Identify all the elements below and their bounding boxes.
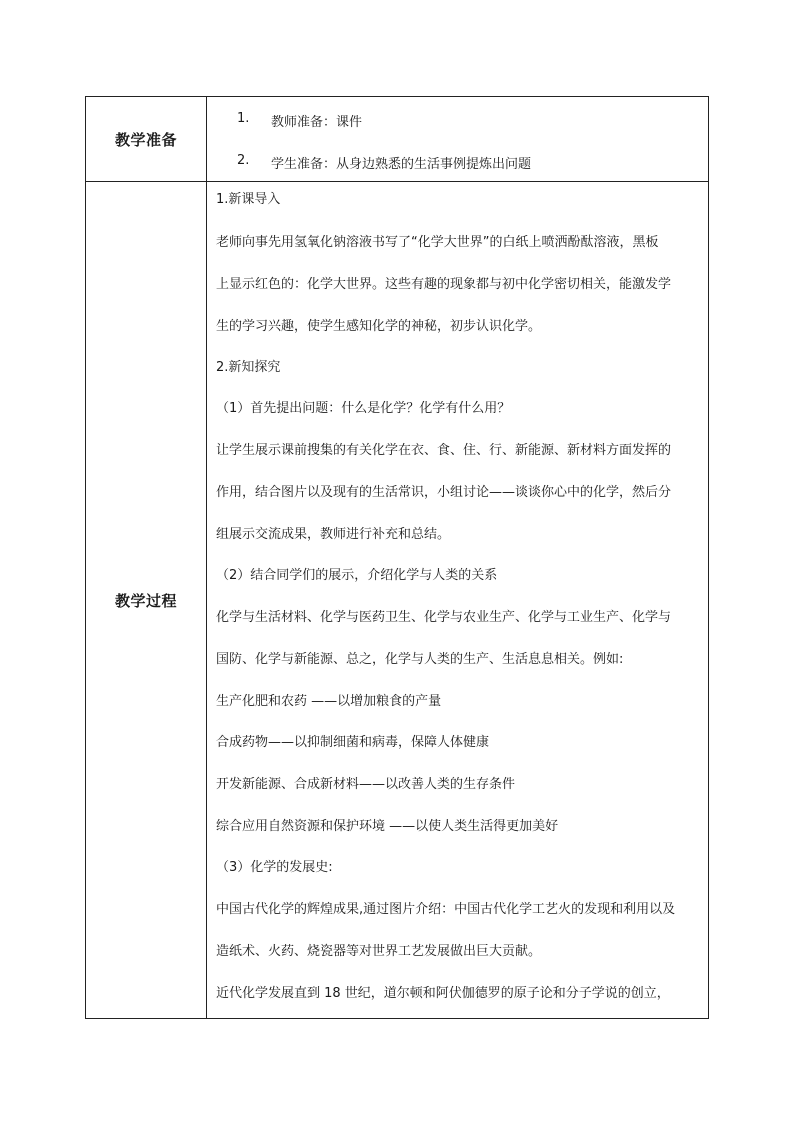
lesson-plan-table [85, 96, 709, 1019]
prep-item-text: 教师准备：课件 [271, 115, 363, 130]
process-line: 合成药物——以抑制细菌和病毒，保障人体健康 [216, 735, 490, 750]
process-line: 2.新知探究 [216, 360, 281, 375]
process-line: 综合应用自然资源和保护环境 ——以使人类生活得更加美好 [216, 819, 559, 834]
teaching-prep-label: 教学准备 [86, 97, 207, 181]
prep-item-number: 2. [237, 153, 250, 168]
process-line: 造纸术、火药、烧瓷器等对世界工艺发展做出巨大贡献。 [216, 944, 542, 959]
process-line: （2）结合同学们的展示，介绍化学与人类的关系 [216, 568, 498, 583]
process-line: 作用，结合图片以及现有的生活常识，小组讨论——谈谈你心中的化学，然后分 [216, 485, 672, 500]
prep-item-text: 学生准备：从身边熟悉的生活事例提炼出问题 [271, 157, 532, 172]
teaching-process-content [207, 182, 708, 1018]
process-line: 近代化学发展直到 18 世纪，道尔顿和阿伏伽德罗的原子论和分子学说的创立， [216, 986, 670, 1001]
teaching-process-label: 教学过程 [86, 182, 207, 1018]
process-line: （3）化学的发展史: [216, 860, 333, 875]
teaching-process-row [86, 182, 708, 1018]
process-line: 老师向事先用氢氧化钠溶液书写了“化学大世界”的白纸上喷洒酚酞溶液，黑板 [216, 235, 659, 250]
teaching-prep-content [207, 97, 708, 181]
process-line: 组展示交流成果，教师进行补充和总结。 [216, 527, 451, 542]
process-line: （1）首先提出问题：什么是化学？化学有什么用？ [216, 401, 511, 416]
process-line: 生产化肥和农药 ——以增加粮食的产量 [216, 694, 442, 709]
process-line: 生的学习兴趣，使学生感知化学的神秘，初步认识化学。 [216, 319, 542, 334]
process-line: 1.新课导入 [216, 192, 281, 207]
process-line: 国防、化学与新能源、总之，化学与人类的生产、生活息息相关。例如: [216, 652, 624, 667]
process-line: 上显示红色的：化学大世界。这些有趣的现象都与初中化学密切相关，能激发学 [216, 277, 672, 292]
process-line: 让学生展示课前搜集的有关化学在衣、食、住、行、新能源、新材料方面发挥的 [216, 443, 672, 458]
teaching-prep-row [86, 97, 708, 182]
process-line: 化学与生活材料、化学与医药卫生、化学与农业生产、化学与工业生产、化学与 [216, 610, 672, 625]
process-line: 开发新能源、合成新材料——以改善人类的生存条件 [216, 777, 516, 792]
prep-item-number: 1. [237, 111, 250, 126]
process-line: 中国古代化学的辉煌成果,通过图片介绍：中国古代化学工艺火的发现和利用以及 [216, 902, 676, 917]
